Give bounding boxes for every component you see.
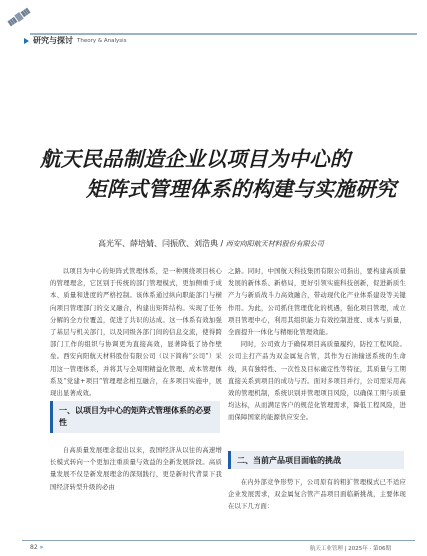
satellite-icon — [6, 4, 32, 30]
left-column-bottom — [50, 445, 222, 494]
paragraph-development: 自高质量发展理念提出以来，我国经济从以往的高速增长模式转向一个更加注重质量与效益的全新发展阶段。高质量发展不仅是新发展理念的深刻践行，更是新时代背景下我国经济转型升级的必由 — [50, 447, 222, 491]
right-column-top — [228, 266, 406, 425]
section-name-en: Theory & Analysis — [77, 37, 127, 44]
author-names: 高光军、薛培婧、闫振欣、刘浩典 — [98, 239, 218, 248]
paragraph-risk: 同时，公司致力于确保项目高质量履约，防控工程风险。公司主打产品为双金属复合管，其作为石油输送系统的生命线，具有独特性、一次性及目标确定性等特征，其质量与工期直接关系到项目的成功与否。面对多项目并行，公司需采用高效的管理机制，系统识别并管理项目风险，以确保工期与质量均达标，从而满足客户的规范化管理需求，降低工程风险，进而保障国家的能源供应安全。 — [228, 341, 406, 422]
left-column-top — [50, 266, 222, 400]
article-title-line2: 矩阵式管理体系的构建与实施研究 — [86, 177, 397, 201]
journal-info: 航天工业管理 | 2025年 · 第06期 — [309, 546, 391, 552]
triangle-bullet-icon — [24, 38, 29, 44]
paragraph-continuation: 之路。同时，中国航天科技集团有限公司指出，要构建高质量发展的新体系、新格局，更好引领实施科技创新，促进新质生产力与新质战斗力高效融合，带动现代化产业体系建设等关键作用。为此，公司抓住管理优化的机遇，强化项目管理，成立项目管理中心，利用其组织能力有效控制进度、成本与质量，全面提升一体化与精细化管理效能。 — [228, 268, 406, 337]
footer-rule — [22, 540, 415, 541]
right-column-bottom — [228, 477, 406, 514]
author-line — [98, 238, 324, 249]
author-separator: / — [218, 239, 226, 248]
section-heading-1: 一、以项目为中心的矩阵式管理体系的必要性 — [50, 401, 220, 433]
page-arrows: » — [39, 544, 44, 551]
section-heading-2: 二、当前产品项目面临的挑战 — [228, 451, 404, 469]
page-number — [30, 544, 43, 551]
author-affiliation: 西安向阳航天材料股份有限公司 — [225, 240, 324, 248]
section-name: 研究与探讨 — [33, 36, 73, 45]
paragraph-challenges: 在内外部竞争形势下，公司原有的粗犷管理模式已不适应企业发展需求，双金属复合管产品项目面临新挑战，主要体现在以下几方面： — [228, 479, 406, 511]
page-number-value: 82 — [30, 544, 38, 551]
paragraph-intro: 以项目为中心的矩阵式管理体系，是一种围绕项目核心的管理理念，它区别于传统的部门管理模式，更加侧重于成本、质量和进度的严格控制。该体系通过纵向职能部门与横向项目管理部门的交叉融合，构建出矩阵结构。实现了任务分解的全方位覆盖，促进了共识的达成。这一体系有效加强了基层与机关部门，以及同级各部门间的信息交流，使得跨部门工作的组织与协调更为直接高效，显著降低了协作壁垒。西安向阳航天材料股份有限公司（以下简称“公司”）采用这一管理体系，并将其与全周期精益化管理、成本管理体系及“党建+项目”管理理念相互融合，在多项目实施中，展现出显著成效。 — [50, 268, 222, 398]
section-header — [24, 35, 127, 46]
article-title-line1: 航天民品制造企业以项目为中心的 — [40, 147, 351, 171]
